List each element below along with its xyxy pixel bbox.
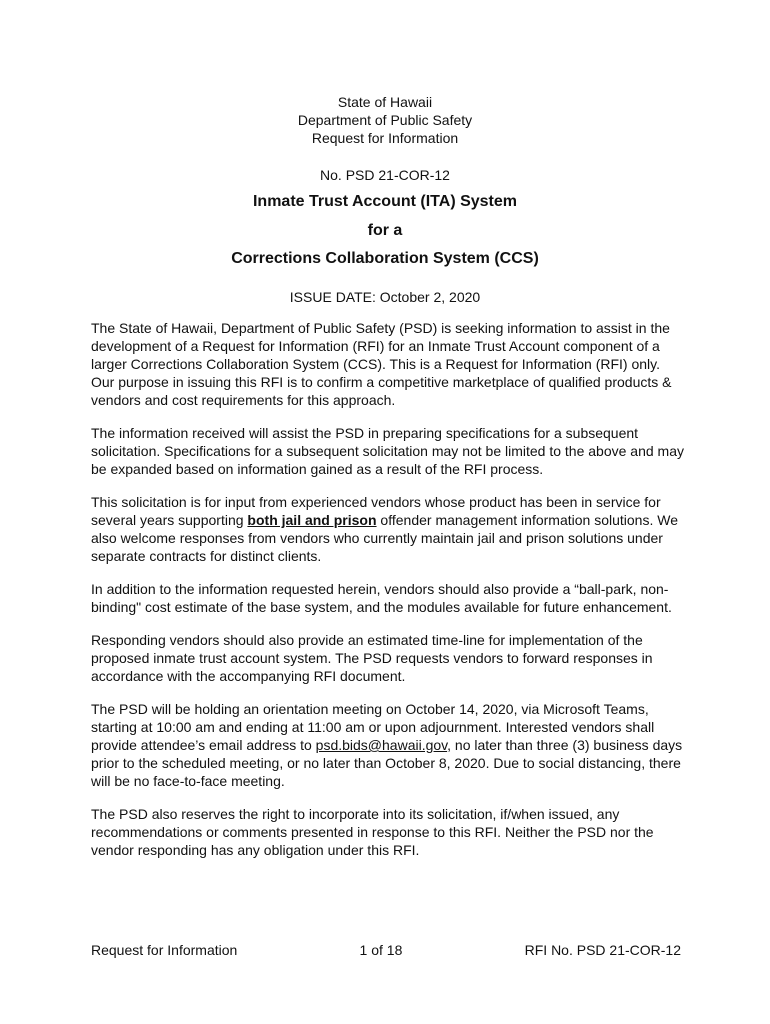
department-name: Department of Public Safety bbox=[297, 112, 473, 128]
document-title-line-2: for a bbox=[367, 222, 403, 239]
document-header bbox=[0, 93, 770, 147]
paragraph-cost-estimate: In addition to the information requested herein, vendors should also provide a “ball-park, non-binding" cost estimate of the base system, and the modules available for future enhancement. bbox=[91, 581, 672, 615]
paragraph-text: offender management information solutions. We also welcome responses from vendors who currently maintain jail and prison solutions under separate contracts for distinct clients. bbox=[91, 512, 678, 564]
document-type: Request for Information bbox=[311, 130, 459, 146]
issue-date: ISSUE DATE: October 2, 2020 bbox=[289, 289, 481, 305]
document-body bbox=[91, 319, 687, 874]
paragraph-information-use: The information received will assist the PSD in preparing specifications for a subsequent solicitation. Specifications for a subsequent solicitation may not be limited to the above and may be expanded based on information gained as a result of the RFI process. bbox=[91, 425, 684, 477]
footer-rfi-number: RFI No. PSD 21-COR-12 bbox=[524, 942, 681, 958]
paragraph-solicitation-scope bbox=[91, 493, 687, 565]
paragraph-text: This solicitation is for input from experienced vendors whose product has been in service for several years supporting bbox=[91, 494, 661, 528]
paragraph-text: The PSD will be holding an orientation meeting on October 14, 2020, via Microsoft Teams, starting at 10:00 am and ending at 11:00 am or upon adjournment. Interested vendors shall provide attendee’s email address to bbox=[91, 701, 655, 753]
document-title-line-3: Corrections Collaboration System (CCS) bbox=[231, 250, 539, 267]
page-footer bbox=[91, 941, 681, 959]
paragraph-timeline: Responding vendors should also provide an estimated time-line for implementation of the proposed inmate trust account system. The PSD requests vendors to forward responses in accordance with the accompanying RFI document. bbox=[91, 632, 653, 684]
paragraph-orientation-meeting bbox=[91, 700, 687, 790]
footer-document-type: Request for Information bbox=[91, 942, 238, 958]
email-link[interactable]: psd.bids@hawaii.gov bbox=[315, 737, 448, 753]
paragraph-rights-reserved: The PSD also reserves the right to incorporate into its solicitation, if/when issued, any recommendations or comments presented in response to this RFI. Neither the PSD nor the vendor responding has any obligation under this RFI. bbox=[91, 806, 654, 858]
page-number: 1 of 18 bbox=[359, 942, 403, 958]
document-title-line-1: Inmate Trust Account (ITA) System bbox=[252, 193, 518, 210]
emphasized-text: both jail and prison bbox=[247, 512, 377, 528]
paragraph-text: , no later than three (3) business days prior to the scheduled meeting, or no later than October 8, 2020. Due to social distancing, there will be no face-to-face meeting. bbox=[91, 737, 683, 789]
state-name: State of Hawaii bbox=[337, 94, 433, 110]
paragraph-purpose: The State of Hawaii, Department of Public Safety (PSD) is seeking information to assist in the development of a Request for Information (RFI) for an Inmate Trust Account component of a larger Corrections Collaboration System (CCS). This is a Request for Information (RFI) only. Our purpose in issuing this RFI is to confirm a competitive marketplace of qualified products & vendors and cost requirements for this approach. bbox=[91, 320, 672, 408]
rfi-number: No. PSD 21-COR-12 bbox=[320, 167, 450, 183]
